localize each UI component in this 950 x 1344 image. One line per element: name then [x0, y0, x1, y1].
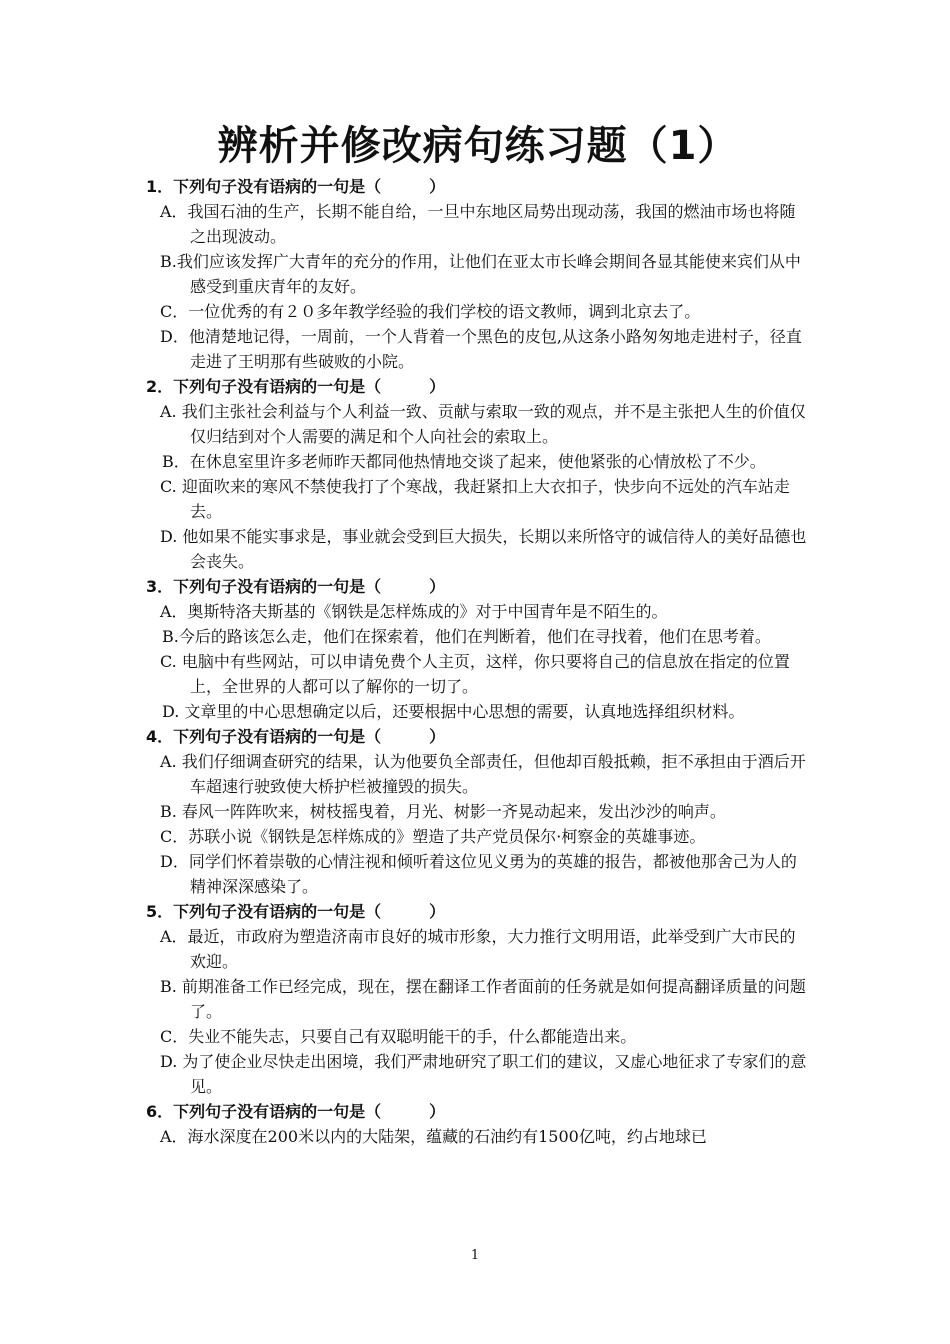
option-a: A．最近，市政府为塑造济南市良好的城市形象，大力推行文明用语，此举受到广大市民的欢迎。	[160, 927, 796, 971]
option-b: B. 前期准备工作已经完成，现在，摆在翻译工作者面前的任务就是如何提高翻译质量的问题了。	[160, 977, 806, 1021]
question-stem: 1．下列句子没有语病的一句是（ ）	[146, 177, 446, 196]
option-a: A. 我们仔细调查研究的结果，认为他要负全部责任，但他却百般抵赖，拒不承担由于酒后开车超速行驶致使大桥护栏被撞毁的损失。	[160, 752, 806, 796]
option-b: B.我们应该发挥广大青年的充分的作用，让他们在亚太市长峰会期间各显其能使来宾们从中感受到重庆青年的友好。	[160, 252, 801, 296]
question-6	[146, 1099, 810, 1149]
question-2	[146, 374, 810, 574]
option-d: D. 他如果不能实事求是，事业就会受到巨大损失，长期以来所恪守的诚信待人的美好品德也会丧失。	[160, 527, 807, 571]
question-1	[146, 174, 810, 374]
option-a: A. 我们主张社会利益与个人利益一致、贡献与索取一致的观点，并不是主张把人生的价值仅仅归结到对个人需要的满足和个人向社会的索取上。	[160, 402, 806, 446]
question-stem: 6．下列句子没有语病的一句是（ ）	[146, 1102, 446, 1121]
option-d: D. 为了使企业尽快走出困境，我们严肃地研究了职工们的建议，又虚心地征求了专家们的意见。	[160, 1052, 807, 1096]
option-c: C．一位优秀的有２０多年教学经验的我们学校的语文教师，调到北京去了。	[160, 302, 701, 321]
option-c: C. 迎面吹来的寒风不禁使我打了个寒战，我赶紧扣上大衣扣子，快步向不远处的汽车站走去。	[160, 477, 790, 521]
option-d: D．同学们怀着崇敬的心情注视和倾听着这位见义勇为的英雄的报告，都被他那舍己为人的精神深深感染了。	[160, 852, 797, 896]
option-c: C. 电脑中有些网站，可以申请免费个人主页，这样，你只要将自己的信息放在指定的位置上，全世界的人都可以了解你的一切了。	[160, 652, 790, 696]
option-a: A．海水深度在200米以内的大陆架，蕴藏的石油约有1500亿吨，约占地球已	[160, 1127, 707, 1146]
option-c: C．苏联小说《钢铁是怎样炼成的》塑造了共产党员保尔·柯察金的英雄事迹。	[160, 827, 706, 846]
question-5	[146, 899, 810, 1099]
page-number: 1	[470, 1248, 480, 1263]
document-title: 辨析并修改病句练习题（1）	[217, 123, 739, 169]
option-b: B．在休息室里许多老师昨天都同他热情地交谈了起来，使他紧张的心情放松了不少。	[162, 452, 766, 471]
question-3	[146, 574, 810, 724]
question-stem: 4．下列句子没有语病的一句是（ ）	[146, 727, 446, 746]
option-b: B.今后的路该怎么走，他们在探索着，他们在判断着，他们在寻找着，他们在思考着。	[162, 627, 771, 646]
document-page	[146, 118, 810, 1149]
option-a: A．我国石油的生产，长期不能自给，一旦中东地区局势出现动荡，我国的燃油市场也将随之出现波动。	[160, 202, 796, 246]
question-4	[146, 724, 810, 899]
option-d: D. 文章里的中心思想确定以后，还要根据中心思想的需要，认真地选择组织材料。	[162, 702, 745, 721]
question-stem: 2．下列句子没有语病的一句是（ ）	[146, 377, 446, 396]
option-a: A．奥斯特洛夫斯基的《钢铁是怎样炼成的》对于中国青年是不陌生的。	[160, 602, 668, 621]
option-b: B. 春风一阵阵吹来，树枝摇曳着，月光、树影一齐晃动起来，发出沙沙的响声。	[160, 802, 726, 821]
question-stem: 5．下列句子没有语病的一句是（ ）	[146, 902, 446, 921]
option-d: D．他清楚地记得，一周前，一个人背着一个黑色的皮包,从这条小路匆匆地走进村子，径直走进了王明那有些破败的小院。	[160, 327, 802, 371]
option-c: C．失业不能失志，只要自己有双聪明能干的手，什么都能造出来。	[160, 1027, 637, 1046]
question-stem: 3．下列句子没有语病的一句是（ ）	[146, 577, 446, 596]
